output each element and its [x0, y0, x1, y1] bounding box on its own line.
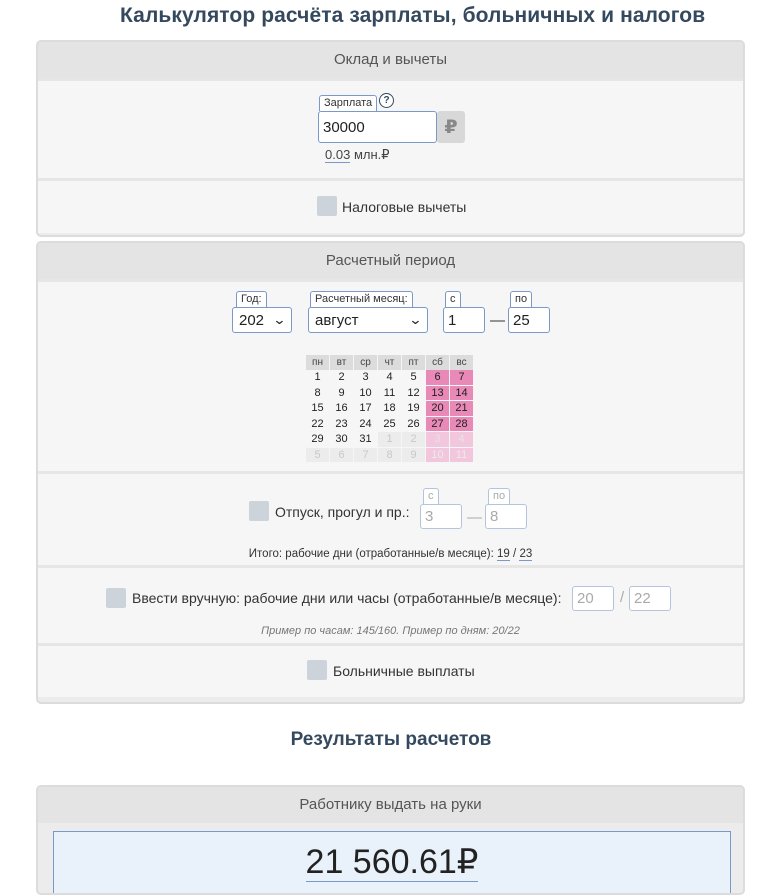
chevron-down-icon: ⌄ — [272, 312, 287, 327]
from-day-label: с — [445, 291, 461, 307]
manual-entry-section — [38, 565, 743, 643]
period-section — [38, 279, 743, 471]
working-days-total-text: Итого: рабочие дни (отработанные/в месяце): — [248, 548, 494, 560]
calendar-day[interactable]: 10 — [426, 448, 450, 464]
calendar-day[interactable]: 21 — [450, 401, 474, 417]
chevron-down-icon: ⌄ — [408, 312, 423, 327]
working-days-total — [38, 548, 743, 560]
page-title: Калькулятор расчёта зарплаты, больничных и налогов — [120, 4, 706, 27]
period-dash: — — [490, 312, 505, 329]
calendar-day[interactable]: 22 — [306, 417, 330, 433]
vacation-checkbox[interactable] — [249, 501, 269, 521]
calendar-day[interactable]: 3 — [426, 432, 450, 448]
calendar-day[interactable]: 7 — [450, 370, 474, 386]
salary-millions-unit: млн.₽ — [353, 147, 390, 162]
manual-entry-label: Ввести вручную: рабочие дни или часы (отработанные/в месяце): — [132, 590, 562, 606]
calendar-day[interactable]: 9 — [402, 448, 426, 464]
calendar-day[interactable]: 14 — [450, 386, 474, 402]
calendar-day[interactable]: 29 — [306, 432, 330, 448]
vacation-to-input[interactable]: 8 — [485, 504, 527, 529]
year-select[interactable] — [232, 307, 292, 333]
calendar-day[interactable]: 19 — [402, 401, 426, 417]
salary-millions-note — [325, 147, 390, 163]
salary-label: Зарплата — [319, 95, 377, 111]
calendar-day[interactable]: 26 — [402, 417, 426, 433]
to-day-input[interactable]: 25 — [508, 307, 550, 333]
calendar-week-row — [306, 432, 474, 448]
calendar-day[interactable]: 12 — [402, 386, 426, 402]
manual-entry-checkbox[interactable] — [106, 588, 126, 608]
calendar-day[interactable]: 30 — [330, 432, 354, 448]
calendar-day[interactable]: 4 — [450, 432, 474, 448]
worked-days-value: 19 — [497, 548, 510, 560]
month-select[interactable] — [308, 307, 428, 333]
tax-deductions-label: Налоговые вычеты — [342, 199, 467, 215]
calendar-day[interactable]: 6 — [330, 448, 354, 464]
salary-section — [38, 78, 743, 178]
net-pay-box — [53, 831, 731, 895]
calendar-day[interactable]: 3 — [354, 370, 378, 386]
calendar-day[interactable]: 9 — [330, 386, 354, 402]
to-day-label: по — [510, 291, 532, 307]
month-calendar — [306, 355, 474, 463]
result-panel — [36, 785, 745, 895]
net-pay-value-row — [54, 842, 730, 882]
calendar-day[interactable]: 16 — [330, 401, 354, 417]
calendar-day[interactable]: 28 — [450, 417, 474, 433]
calendar-week-row — [306, 448, 474, 464]
calendar-weekday-header: сб — [426, 355, 450, 370]
salary-panel-header: Оклад и вычеты — [38, 42, 743, 78]
calendar-day[interactable]: 27 — [426, 417, 450, 433]
calendar-day[interactable]: 10 — [354, 386, 378, 402]
calendar-weekday-header: вс — [450, 355, 474, 370]
sick-pay-label: Больничные выплаты — [333, 663, 475, 679]
period-panel — [36, 241, 745, 704]
year-select-value: 202 — [239, 311, 265, 329]
calendar-day[interactable]: 11 — [378, 386, 402, 402]
vacation-from-label: с — [423, 488, 439, 504]
period-panel-header: Расчетный период — [38, 243, 743, 279]
calendar-week-row — [306, 417, 474, 433]
tax-deductions-checkbox[interactable] — [317, 196, 337, 216]
month-label: Расчетный месяц: — [310, 291, 413, 307]
calendar-day[interactable]: 8 — [378, 448, 402, 464]
calendar-day[interactable]: 1 — [306, 370, 330, 386]
calendar-day[interactable]: 25 — [378, 417, 402, 433]
calendar-day[interactable]: 5 — [402, 370, 426, 386]
calendar-day[interactable]: 6 — [426, 370, 450, 386]
calendar-day[interactable]: 2 — [330, 370, 354, 386]
calendar-day[interactable]: 20 — [426, 401, 450, 417]
calendar-day[interactable]: 4 — [378, 370, 402, 386]
sick-pay-checkbox[interactable] — [307, 660, 327, 680]
calendar-week-row — [306, 370, 474, 386]
manual-month-input[interactable]: 22 — [629, 586, 671, 611]
month-days-value: 23 — [519, 548, 533, 560]
calendar-weekday-header: пт — [402, 355, 426, 370]
calendar-week-row — [306, 386, 474, 402]
manual-worked-input[interactable]: 20 — [572, 586, 614, 611]
calendar-day[interactable]: 7 — [354, 448, 378, 464]
calendar-weekday-header: чт — [378, 355, 402, 370]
calendar-day[interactable]: 1 — [378, 432, 402, 448]
month-select-value: август — [315, 311, 359, 329]
calendar-day[interactable]: 11 — [450, 448, 474, 464]
calendar-day[interactable]: 17 — [354, 401, 378, 417]
help-icon[interactable]: ? — [379, 93, 394, 108]
vacation-label: Отпуск, прогул и пр.: — [275, 504, 410, 520]
calendar-weekday-header: вт — [330, 355, 354, 370]
salary-input[interactable]: 30000 — [318, 111, 437, 143]
ruble-currency-button[interactable]: ₽ — [437, 111, 465, 143]
vacation-from-input[interactable]: 3 — [420, 504, 462, 529]
calendar-day[interactable]: 8 — [306, 386, 330, 402]
salary-millions-value: 0.03 — [325, 147, 351, 162]
from-day-input[interactable]: 1 — [443, 307, 485, 333]
vacation-section — [38, 471, 743, 565]
calendar-day[interactable]: 24 — [354, 417, 378, 433]
vacation-dash: — — [467, 509, 482, 526]
calendar-day[interactable]: 13 — [426, 386, 450, 402]
sick-pay-section — [38, 643, 743, 697]
calendar-day[interactable]: 18 — [378, 401, 402, 417]
manual-entry-example: Пример по часам: 145/160. Пример по дням: 20/22 — [261, 625, 520, 637]
year-label: Год: — [236, 291, 267, 307]
result-panel-header: Работнику выдать на руки — [38, 787, 743, 823]
working-days-slash: / — [513, 548, 517, 560]
calendar-weekday-header: пн — [306, 355, 330, 370]
deductions-section — [38, 178, 743, 233]
calendar-day[interactable]: 23 — [330, 417, 354, 433]
calendar-day[interactable]: 2 — [402, 432, 426, 448]
vacation-to-label: по — [488, 488, 510, 504]
calendar-weekday-header: ср — [354, 355, 378, 370]
results-title: Результаты расчетов — [290, 729, 492, 750]
net-pay-value: 21 560.61₽ — [305, 843, 479, 881]
calendar-day[interactable]: 5 — [306, 448, 330, 464]
manual-slash: / — [620, 589, 625, 606]
calendar-week-row — [306, 401, 474, 417]
calendar-day[interactable]: 31 — [354, 432, 378, 448]
calendar-day[interactable]: 15 — [306, 401, 330, 417]
salary-panel — [36, 40, 745, 237]
